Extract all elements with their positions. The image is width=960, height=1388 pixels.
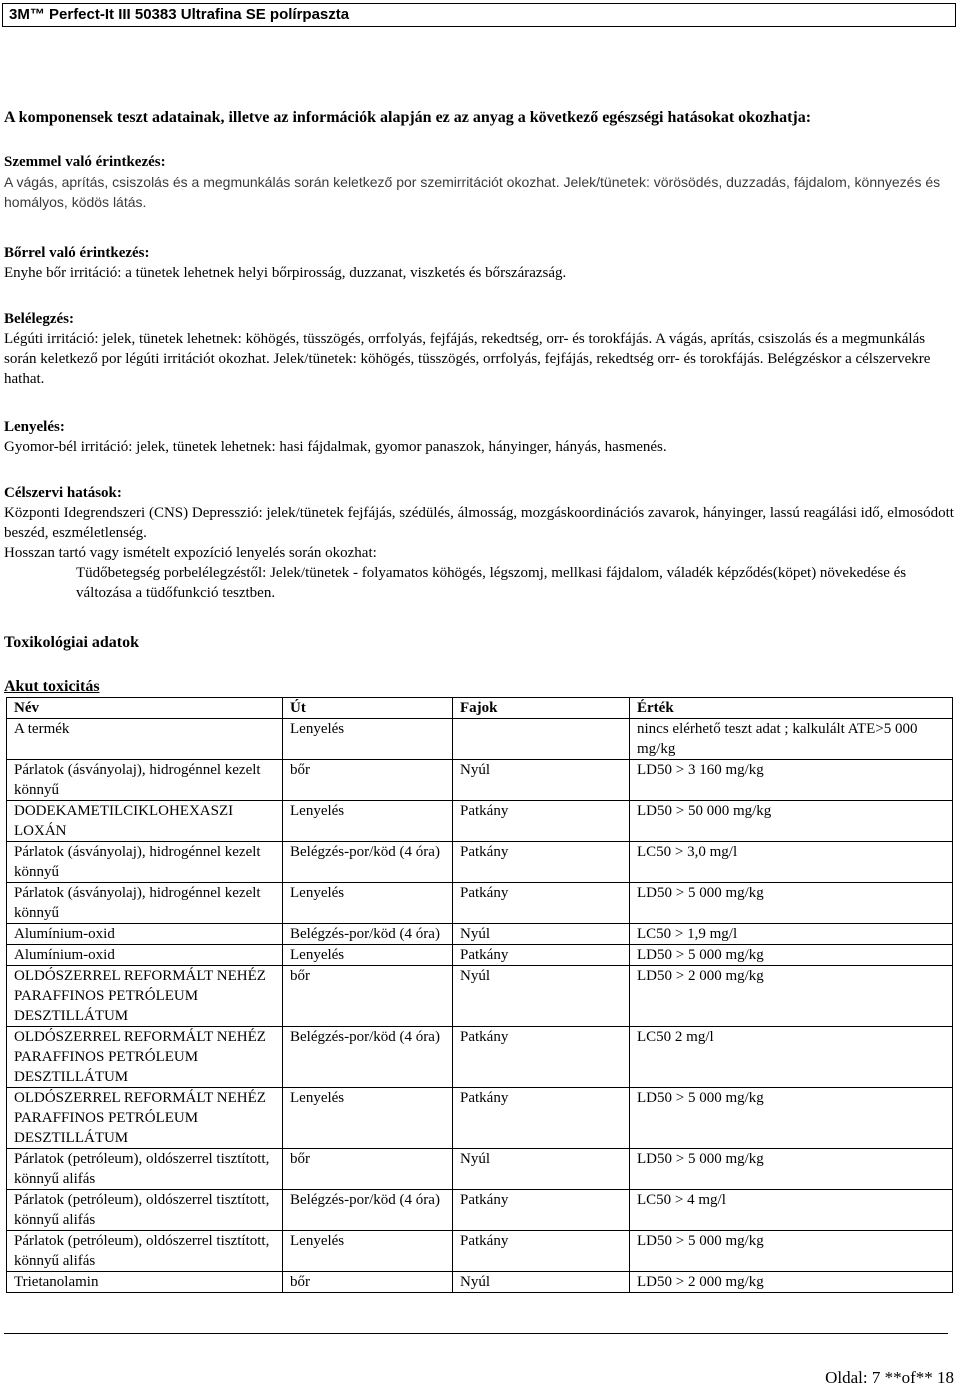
cell-species: Patkány: [453, 801, 630, 842]
cell-species: Patkány: [453, 1190, 630, 1231]
section-eye-contact: [4, 152, 954, 212]
table-row: [7, 966, 953, 1027]
cell-name: OLDÓSZERREL REFORMÁLT NEHÉZ PARAFFINOS PETRÓLEUM DESZTILLÁTUM: [7, 1088, 283, 1149]
cell-name: Párlatok (petróleum), oldószerrel tisztított, könnyű alifás: [7, 1190, 283, 1231]
page-number: Oldal: 7 **of** 18: [825, 1368, 954, 1387]
cell-species: Patkány: [453, 1231, 630, 1272]
cell-route: Belégzés-por/köd (4 óra): [283, 1027, 453, 1088]
acute-toxicity-table: [6, 697, 953, 1293]
acute-toxicity-heading: Akut toxicitás: [4, 678, 100, 695]
footer-divider: [4, 1333, 948, 1334]
table-row: [7, 1149, 953, 1190]
table-row: [7, 1231, 953, 1272]
cell-name: Párlatok (petróleum), oldószerrel tisztított, könnyű alifás: [7, 1149, 283, 1190]
cell-value: LC50 2 mg/l: [630, 1027, 953, 1088]
table-row: [7, 719, 953, 760]
cell-route: Lenyelés: [283, 1231, 453, 1272]
cell-value: LD50 > 5 000 mg/kg: [630, 945, 953, 966]
cell-route: Lenyelés: [283, 719, 453, 760]
cell-value: LD50 > 5 000 mg/kg: [630, 1149, 953, 1190]
cell-name: OLDÓSZERREL REFORMÁLT NEHÉZ PARAFFINOS PETRÓLEUM DESZTILLÁTUM: [7, 1027, 283, 1088]
cell-route: Lenyelés: [283, 1088, 453, 1149]
cell-species: Nyúl: [453, 924, 630, 945]
table-row: [7, 945, 953, 966]
table-row: [7, 801, 953, 842]
column-header-species: Fajok: [453, 698, 630, 719]
cell-name: Párlatok (ásványolaj), hidrogénnel kezelt könnyű: [7, 883, 283, 924]
cell-value: LC50 > 4 mg/l: [630, 1190, 953, 1231]
section-ingestion: [4, 417, 954, 457]
cell-name: A termék: [7, 719, 283, 760]
section-heading: Célszervi hatások:: [4, 485, 122, 501]
cell-value: nincs elérhető teszt adat ; kalkulált ATE>5 000 mg/kg: [630, 719, 953, 760]
cell-route: Belégzés-por/köd (4 óra): [283, 924, 453, 945]
cell-name: Alumínium-oxid: [7, 945, 283, 966]
column-header-name: Név: [7, 698, 283, 719]
cell-value: LC50 > 3,0 mg/l: [630, 842, 953, 883]
table-row: [7, 924, 953, 945]
cell-name: Párlatok (ásványolaj), hidrogénnel kezelt könnyű: [7, 842, 283, 883]
cell-value: LD50 > 5 000 mg/kg: [630, 1231, 953, 1272]
toxicology-heading: Toxikológiai adatok: [4, 634, 140, 651]
cell-route: Belégzés-por/köd (4 óra): [283, 1190, 453, 1231]
section-heading: Belélegzés:: [4, 311, 74, 327]
cell-species: Nyúl: [453, 966, 630, 1027]
cell-value: LD50 > 2 000 mg/kg: [630, 966, 953, 1027]
cell-route: Lenyelés: [283, 945, 453, 966]
cell-route: Lenyelés: [283, 883, 453, 924]
table-row: [7, 1088, 953, 1149]
document-title: 3M™ Perfect-It III 50383 Ultrafina SE polírpaszta: [2, 3, 956, 27]
table-row: [7, 1027, 953, 1088]
cell-species: Patkány: [453, 945, 630, 966]
table-row: [7, 760, 953, 801]
cell-species: Nyúl: [453, 1272, 630, 1293]
cell-species: Nyúl: [453, 1149, 630, 1190]
cell-species: [453, 719, 630, 760]
section-text-repeated-exposure: Hosszan tartó vagy ismételt expozíció lenyelés során okozhat:: [4, 545, 377, 561]
cell-value: LD50 > 50 000 mg/kg: [630, 801, 953, 842]
cell-name: DODEKAMETILCIKLOHEXASZI LOXÁN: [7, 801, 283, 842]
cell-name: Trietanolamin: [7, 1272, 283, 1293]
table-row: [7, 883, 953, 924]
table-row: [7, 1272, 953, 1293]
section-text: A vágás, aprítás, csiszolás és a megmunkálás során keletkező por szemirritációt okozhat. Jelek/tünetek: vörösödés, duzzadás, fájdalom, könnyezés és homályos, ködös látás.: [4, 174, 941, 210]
cell-name: Párlatok (ásványolaj), hidrogénnel kezelt könnyű: [7, 760, 283, 801]
column-header-value: Érték: [630, 698, 953, 719]
cell-route: bőr: [283, 1149, 453, 1190]
column-header-route: Út: [283, 698, 453, 719]
cell-species: Patkány: [453, 842, 630, 883]
cell-route: bőr: [283, 966, 453, 1027]
cell-value: LD50 > 5 000 mg/kg: [630, 883, 953, 924]
table-header-row: [7, 698, 953, 719]
section-heading: Lenyelés:: [4, 419, 65, 435]
cell-route: Lenyelés: [283, 801, 453, 842]
cell-route: bőr: [283, 1272, 453, 1293]
cell-value: LC50 > 1,9 mg/l: [630, 924, 953, 945]
cell-name: OLDÓSZERREL REFORMÁLT NEHÉZ PARAFFINOS PETRÓLEUM DESZTILLÁTUM: [7, 966, 283, 1027]
table-row: [7, 842, 953, 883]
section-target-organ: [4, 483, 954, 603]
section-text: Enyhe bőr irritáció: a tünetek lehetnek helyi bőrpirosság, duzzanat, viszketés és bőrszárazság.: [4, 265, 567, 281]
cell-route: Belégzés-por/köd (4 óra): [283, 842, 453, 883]
cell-value: LD50 > 2 000 mg/kg: [630, 1272, 953, 1293]
cell-value: LD50 > 5 000 mg/kg: [630, 1088, 953, 1149]
section-text: Központi Idegrendszeri (CNS) Depresszió: jelek/tünetek fejfájás, szédülés, álmosság, mozgáskoordinációs zavarok, hányinger, lassú reagálási idő, elmosódott beszéd, eszméletlenség.: [4, 505, 954, 541]
section-heading: Bőrrel való érintkezés:: [4, 245, 150, 261]
cell-name: Párlatok (petróleum), oldószerrel tisztított, könnyű alifás: [7, 1231, 283, 1272]
section-text: Gyomor-bél irritáció: jelek, tünetek lehetnek: hasi fájdalmak, gyomor panaszok, hányinger, hányás, hasmenés.: [4, 439, 667, 455]
cell-species: Patkány: [453, 883, 630, 924]
table-row: [7, 1190, 953, 1231]
section-inhalation: [4, 309, 954, 389]
section-heading: Szemmel való érintkezés:: [4, 154, 166, 170]
section-text-lung-disease: Tüdőbetegség porbelélegzéstől: Jelek/tünetek - folyamatos köhögés, légszomj, mellkasi fájdalom, váladék képződés(köpet) növekedése és változása a tüdőfunkció tesztben.: [76, 565, 907, 601]
cell-species: Patkány: [453, 1088, 630, 1149]
cell-name: Alumínium-oxid: [7, 924, 283, 945]
cell-species: Nyúl: [453, 760, 630, 801]
cell-route: bőr: [283, 760, 453, 801]
section-text: Légúti irritáció: jelek, tünetek lehetnek: köhögés, tüsszögés, orrfolyás, fejfájás, rekedtség, orr- és torokfájás. A vágás, aprítás, csiszolás és a megmunkálás során keletkező por légúti irritációt okozhat. Jelek/tünetek: köhögés, tüsszögés, orrfolyás, fejfájás, rekedtség orr- és torokfájás. Belégzéskor a célszervekre hathat.: [4, 331, 931, 387]
section-skin-contact: [4, 243, 954, 283]
intro-statement: A komponensek teszt adatainak, illetve az információk alapján ez az anyag a következő egészségi hatásokat okozhatja:: [4, 109, 812, 126]
cell-value: LD50 > 3 160 mg/kg: [630, 760, 953, 801]
cell-species: Patkány: [453, 1027, 630, 1088]
